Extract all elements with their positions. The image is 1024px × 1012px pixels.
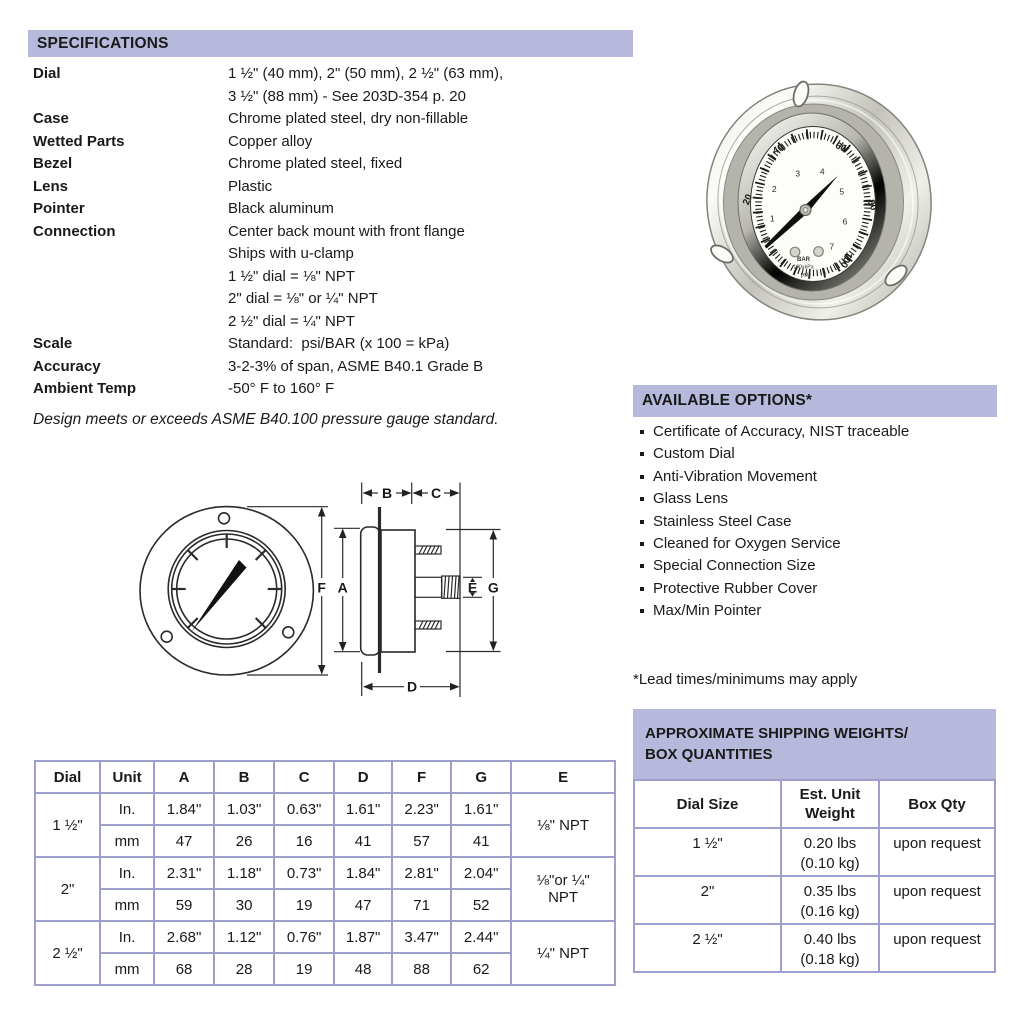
dial-screw [814,247,824,257]
column-header: D [334,761,392,793]
needle-hub-screw [803,208,808,213]
value-cell: 3.47" [392,921,451,953]
column-header: A [154,761,214,793]
option-item [638,533,1008,555]
spec-label: Lens [33,177,69,195]
column-header: C [274,761,334,793]
weight-line: 0.20 lbs [803,835,857,852]
value-cell: 1.61" [451,793,511,825]
option-item [638,555,1008,577]
table-row [634,924,995,972]
bar-label: 6 [842,216,848,227]
bullet-icon [640,520,644,524]
option-label: Anti-Vibration Movement [653,467,817,485]
spec-row-connection [33,221,643,334]
spec-value-line: Center back mount with front flange [228,222,465,240]
spec-value-line: 2 ½" dial = ¼" NPT [228,312,355,330]
spec-value-line: 3 ½" (88 mm) - See 203D-354 p. 20 [228,87,466,105]
weight-line: 0.35 lbs [803,883,857,900]
npt-line: ⅛"or ¼" [536,872,590,889]
bar-label: 3 [795,168,801,179]
value-cell: 41 [451,825,511,857]
bullet-icon [640,497,644,501]
spec-row-ambient-temp [33,378,643,401]
spec-value-line: Plastic [228,177,273,195]
npt-cell [511,857,615,921]
diagram-side-view [361,507,460,673]
bar-label: 4 [819,166,825,177]
value-cell: 19 [274,953,334,985]
spec-row-dial [33,63,643,108]
weight-cell [781,876,879,924]
bullet-icon [640,542,644,546]
spec-value-line: 2" dial = ⅛" or ¼" NPT [228,290,378,307]
spec-value-line: 1 ½" (40 mm), 2" (50 mm), 2 ½" (63 mm), [228,65,504,82]
dial-unit-text: BAR [797,257,810,263]
option-label: Certificate of Accuracy, NIST traceable [653,423,910,440]
dial-size-cell: 1 ½" [634,828,781,876]
npt-cell [511,793,615,857]
value-cell: 71 [392,889,451,921]
shipping-title-line: APPROXIMATE SHIPPING WEIGHTS/ [645,725,909,742]
value-cell: 1.87" [334,921,392,953]
bullet-icon [640,609,644,613]
spec-row-scale [33,333,643,356]
dim-label-f: F [317,579,326,596]
spec-value-line: 1 ½" dial = ⅛" NPT [228,267,355,285]
front-mounting-hole [219,513,230,524]
spec-label: Pointer [33,200,85,217]
option-item [638,600,1008,622]
bullet-icon [640,475,644,479]
value-cell: 68 [154,953,214,985]
value-cell: 30 [214,889,274,921]
value-cell: 47 [154,825,214,857]
spec-label: Scale [33,335,73,352]
spec-label: Connection [33,222,116,240]
spec-row-wetted-parts [33,131,643,154]
value-cell: 2.44" [451,921,511,953]
value-cell: 1.12" [214,921,274,953]
dial-size-cell: 1 ½" [35,793,100,857]
option-label: Max/Min Pointer [653,602,762,620]
table-row [35,793,615,825]
psi-label: 60 [833,140,848,155]
bar-label: 7 [829,241,835,252]
available-options-list [638,421,1008,623]
option-item [638,466,1008,488]
option-item [638,443,1008,465]
psi-label: 40 [771,142,786,157]
shipping-weights-header [633,709,996,779]
side-stem [415,577,442,597]
dial-size-cell: 2 ½" [634,924,781,972]
dial-size-cell: 2" [35,857,100,921]
bullet-icon [640,452,644,456]
spec-label: Ambient Temp [33,380,137,397]
option-label: Protective Rubber Cover [653,579,818,597]
option-item [638,578,1008,600]
spec-row-lens [33,176,643,199]
value-cell: 2.81" [392,857,451,889]
spec-label: Wetted Parts [33,132,125,150]
dial-size-cell: 2 ½" [35,921,100,985]
spec-value-line: 3-2-3% of span, ASME B40.1 Grade B [228,357,484,375]
weight-cell [781,828,879,876]
specifications-title: SPECIFICATIONS [37,34,169,52]
value-cell: 1.61" [334,793,392,825]
option-item [638,511,1008,533]
dim-label-g: G [487,579,499,596]
dim-label-c: C [430,485,442,501]
spec-value-line: Chrome plated steel, fixed [228,155,403,172]
option-item [638,488,1008,510]
table-row [35,921,615,953]
value-cell: 62 [451,953,511,985]
dimensions-table [34,760,616,986]
npt-line: NPT [548,889,579,906]
table-row [634,828,995,876]
front-mounting-hole [283,627,294,638]
psi-label: 100 [837,250,855,270]
option-label: Glass Lens [653,490,729,508]
table-row [35,857,615,889]
value-cell: 41 [334,825,392,857]
table-row [634,876,995,924]
npt-line: ⅛" NPT [537,816,590,834]
value-cell: 57 [392,825,451,857]
column-header: B [214,761,274,793]
spec-label: Accuracy [33,357,101,375]
available-options-title: AVAILABLE OPTIONS* [642,392,813,409]
front-mounting-hole [161,631,172,642]
dim-label-e: E [467,579,478,596]
dimension-diagram [120,470,540,712]
bar-label: 1 [769,213,775,224]
option-label: Cleaned for Oxygen Service [653,535,841,553]
value-cell: 1.84" [334,857,392,889]
value-cell: 0.76" [274,921,334,953]
spec-label: Dial [33,65,61,82]
dimension-labels [317,485,498,695]
box-qty-cell: upon request [879,828,995,876]
spec-row-pointer [33,198,643,221]
spec-value-line: -50° F to 160° F [228,380,335,397]
value-cell: 26 [214,825,274,857]
bullet-icon [640,564,644,568]
column-header: Dial [35,761,100,793]
diagram-front-view [140,507,313,675]
gauge-product-photo [698,80,940,322]
value-cell: 52 [451,889,511,921]
unit-cell: In. [100,793,154,825]
weight-line: (0.10 kg) [800,855,860,872]
bar-label: 5 [839,186,845,197]
npt-line: ¼" NPT [537,944,590,962]
dims-header-row [35,761,615,793]
unit-cell: mm [100,889,154,921]
value-cell: 88 [392,953,451,985]
spec-value-line: Standard: psi/BAR (x 100 = kPa) [228,335,450,352]
dim-label-d: D [406,678,418,695]
lead-times-footnote: *Lead times/minimums may apply [633,671,858,688]
value-cell: 59 [154,889,214,921]
option-item [638,421,1008,443]
column-header: F [392,761,451,793]
value-cell: 2.04" [451,857,511,889]
psi-label: 20 [740,192,756,207]
spec-label: Case [33,110,69,127]
value-cell: 2.23" [392,793,451,825]
shipping-title-line: BOX QUANTITIES [645,746,773,763]
spec-row-bezel [33,153,643,176]
spec-value-line: Black aluminum [228,200,334,217]
shipping-table [633,779,996,973]
value-cell: 19 [274,889,334,921]
column-header: G [451,761,511,793]
dial-unit-text: 100xkPa [793,264,814,271]
weight-line: (0.16 kg) [800,903,860,920]
psi-label: 80 [865,198,880,213]
specifications-list [33,63,643,401]
box-qty-cell: upon request [879,924,995,972]
value-cell: 0.63" [274,793,334,825]
weight-line: 0.40 lbs [803,931,857,948]
specifications-header [28,30,633,57]
front-needle [192,560,247,631]
unit-cell: In. [100,921,154,953]
value-cell: 48 [334,953,392,985]
shipping-header-row [634,780,995,828]
spec-value-line: Copper alloy [228,132,313,150]
weight-cell [781,924,879,972]
unit-cell: mm [100,825,154,857]
column-header: Box Qty [879,780,995,828]
dial-size-cell: 2" [634,876,781,924]
npt-cell [511,921,615,985]
dim-label-b: B [381,485,393,501]
spec-label: Bezel [33,155,73,172]
value-cell: 1.84" [154,793,214,825]
bullet-icon [640,587,644,591]
dial-unit-text: psi [800,272,809,279]
option-label: Stainless Steel Case [653,512,792,530]
value-cell: 1.03" [214,793,274,825]
column-header: Unit [100,761,154,793]
value-cell: 47 [334,889,392,921]
value-cell: 1.18" [214,857,274,889]
weight-line: (0.18 kg) [800,951,860,968]
bar-label: 2 [771,184,777,194]
value-cell: 2.31" [154,857,214,889]
design-standard-note: Design meets or exceeds ASME B40.100 pressure gauge standard. [33,411,499,428]
spec-row-accuracy [33,356,643,379]
dial-screw [790,247,800,257]
column-header: Est. Unit Weight [781,780,879,828]
value-cell: 16 [274,825,334,857]
column-header: Dial Size [634,780,781,828]
spec-row-case [33,108,643,131]
unit-cell: In. [100,857,154,889]
value-cell: 0.73" [274,857,334,889]
option-label: Special Connection Size [653,557,816,575]
spec-value-line: Ships with u-clamp [228,245,354,262]
box-qty-cell: upon request [879,876,995,924]
option-label: Custom Dial [653,445,735,463]
column-header: E [511,761,615,793]
value-cell: 2.68" [154,921,214,953]
dim-label-a: A [337,579,348,596]
unit-cell: mm [100,953,154,985]
available-options-header [633,385,997,417]
value-cell: 28 [214,953,274,985]
spec-value-line: Chrome plated steel, dry non-fillable [228,110,469,127]
bullet-icon [640,430,644,434]
